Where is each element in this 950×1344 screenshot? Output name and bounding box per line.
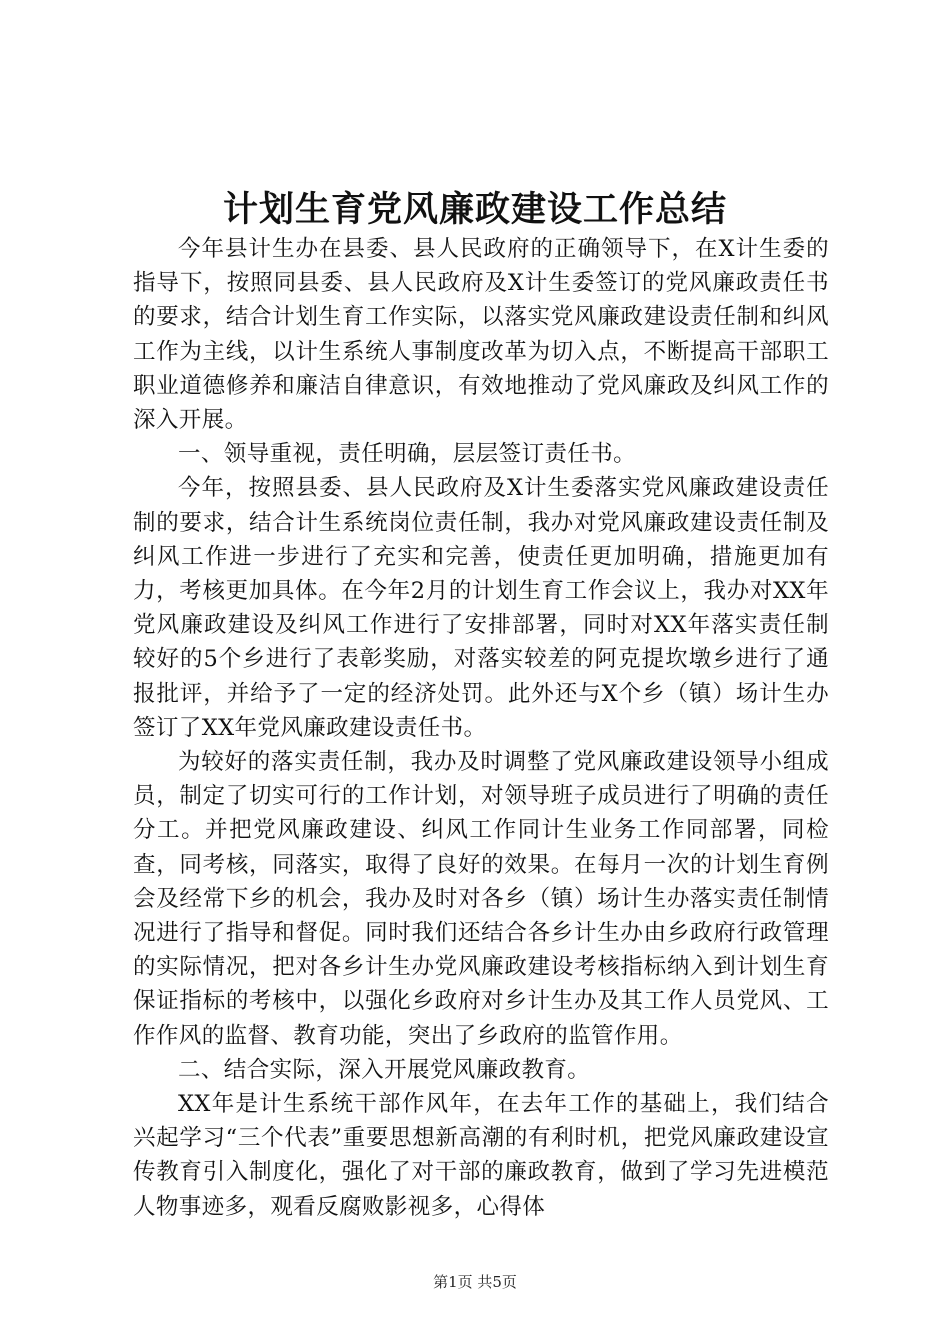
paragraph-section1-a: 今年，按照县委、县人民政府及X计生委落实党风廉政建设责任制的要求，结合计生系统岗位责任制，我办对党风廉政建设责任制及纠风工作进一步进行了充实和完善，使责任更加明确，措施更加有力，考核更加具体。在今年2月的计划生育工作会议上，我办对XX年党风廉政建设及纠风工作进行了安排部署，同时对XX年落实责任制较好的5个乡进行了表彰奖励，对落实较差的阿克提坎墩乡进行了通报批评，并给予了一定的经济处罚。此外还与X个乡（镇）场计生办签订了XX年党风廉政建设责任书。: [133, 475, 829, 741]
paragraph-section1-b: 为较好的落实责任制，我办及时调整了党风廉政建设领导小组成员，制定了切实可行的工作计划，对领导班子成员进行了明确的责任分工。并把党风廉政建设、纠风工作同计生业务工作同部署，同检查，同考核，同落实，取得了良好的效果。在每月一次的计划生育例会及经常下乡的机会，我办及时对各乡（镇）场计生办落实责任制情况进行了指导和督促。同时我们还结合各乡计生办由乡政府行政管理的实际情况，把对各乡计生办党风廉政建设考核指标纳入到计划生育保证指标的考核中，以强化乡政府对乡计生办及其工作人员党风、工作作风的监督、教育功能，突出了乡政府的监管作用。: [133, 749, 829, 1049]
section-heading-1: 一、领导重视，责任明确，层层签订责任书。: [178, 441, 637, 468]
section-heading-2: 二、结合实际，深入开展党风廉政教育。: [178, 1056, 591, 1083]
document-title: 计划生育党风廉政建设工作总结: [222, 189, 727, 230]
page-footer: 第1页 共5页: [433, 1273, 517, 1291]
document-body: [133, 232, 829, 1224]
paragraph-intro: 今年县计生办在县委、县人民政府的正确领导下，在X计生委的指导下，按照同县委、县人民政府及X计生委签订的党风廉政责任书的要求，结合计划生育工作实际，以落实党风廉政建设责任制和纠风工作为主线，以计生系统人事制度改革为切入点，不断提高干部职工职业道德修养和廉洁自律意识，有效地推动了党风廉政及纠风工作的深入开展。: [133, 236, 829, 434]
paragraph-section2-a: XX年是计生系统干部作风年，在去年工作的基础上，我们结合兴起学习“三个代表”重要思想新高潮的有利时机，把党风廉政建设宣传教育引入制度化，强化了对干部的廉政教育，做到了学习先进模范人物事迹多，观看反腐败影视多，心得体: [133, 1091, 829, 1220]
